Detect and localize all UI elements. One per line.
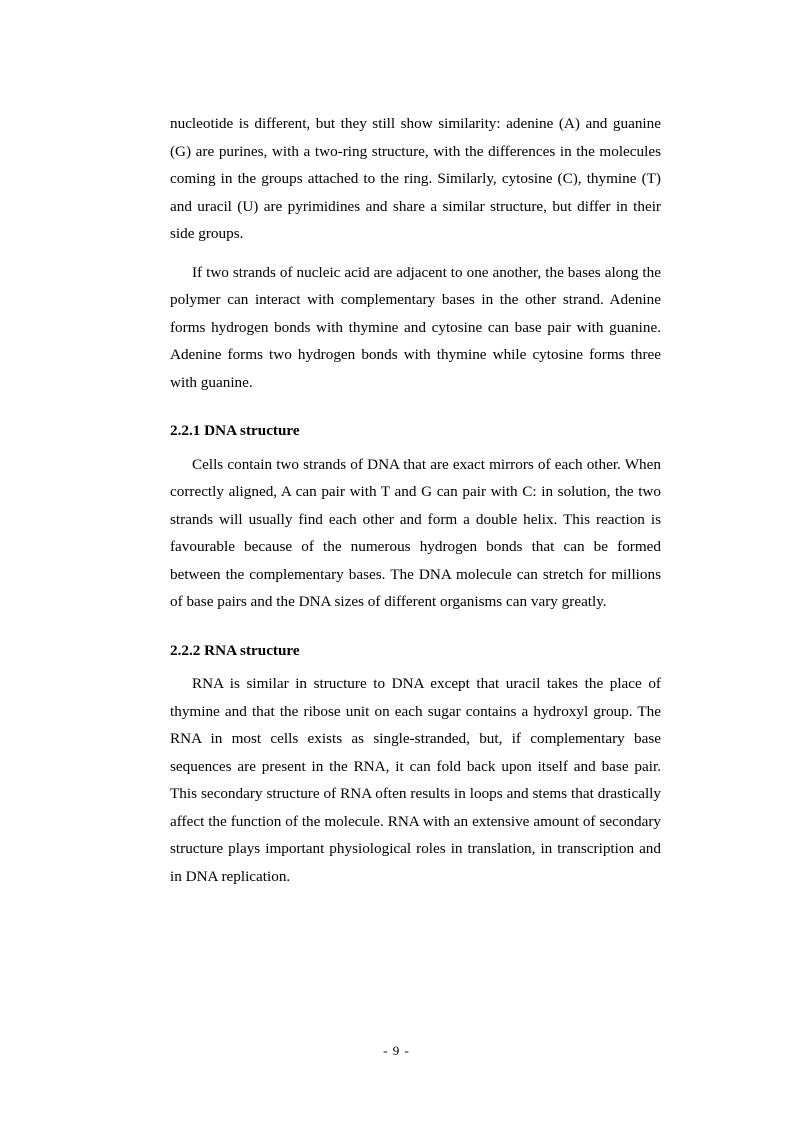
section-gap: [170, 396, 661, 417]
page-content: [170, 110, 661, 890]
paragraph-dna-structure: Cells contain two strands of DNA that are exact mirrors of each other. When correctly aligned, A can pair with T and G can pair with C: in solution, the two strands will usually find each other and form a double helix. This reaction is favourable because of the numerous hydrogen bonds that can be formed between the complementary bases. The DNA molecule can stretch for millions of base pairs and the DNA sizes of different organisms can vary greatly.: [170, 455, 661, 610]
section-heading-dna-structure: 2.2.1 DNA structure: [170, 422, 300, 439]
paragraph-gap: [170, 248, 661, 259]
section-gap: [170, 616, 661, 637]
paragraph-rna-structure: RNA is similar in structure to DNA except that uracil takes the place of thymine and that the ribose unit on each sugar contains a hydroxyl group. The RNA in most cells exists as single-stranded, but, if complementary base sequences are present in the RNA, it can fold back upon itself and base pair. This secondary structure of RNA often results in loops and stems that drastically affect the function of the molecule. RNA with an extensive amount of secondary structure plays important physiological roles in translation, in transcription and in DNA replication.: [170, 675, 661, 885]
paragraph-base-pairing: If two strands of nucleic acid are adjacent to one another, the bases along the polymer can interact with complementary bases in the other strand. Adenine forms hydrogen bonds with thymine and cytosine can base pair with guanine. Adenine forms two hydrogen bonds with thymine while cytosine forms three with guanine.: [170, 263, 661, 391]
page-number: - 9 -: [383, 1043, 410, 1058]
paragraph-nucleotide-bases: nucleotide is different, but they still show similarity: adenine (A) and guanine (G) are purines, with a two-ring structure, with the differences in the molecules coming in the groups attached to the ring. Similarly, cytosine (C), thymine (T) and uracil (U) are pyrimidines and share a similar structure, but differ in their side groups.: [170, 115, 661, 242]
section-heading-rna-structure: 2.2.2 RNA structure: [170, 641, 300, 659]
